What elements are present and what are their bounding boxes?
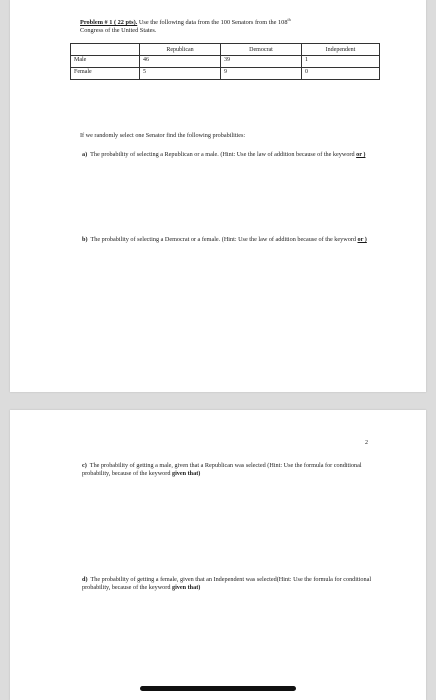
document-page-2 [10,410,426,700]
page-number: 2 [365,440,368,446]
table-header-row [71,44,380,56]
table-header-cell: Democrat [221,44,302,56]
table-cell: 5 [140,68,221,80]
question-label: a) [82,151,88,158]
header-text-continued: Congress of the United States. [80,27,157,35]
question-b [82,236,382,244]
header-superscript: th [287,17,291,22]
question-keyword: given that) [171,584,201,591]
question-label: b) [82,236,88,243]
table-header-cell: Independent [302,44,380,56]
question-text: The probability of selecting a Republican or a male. (Hint: Use the law of addition because of the keyword [90,151,357,158]
question-d [82,576,382,592]
header-text: Use the following data from the 100 Senators from the 108 [137,19,288,27]
senators-table [70,43,380,80]
question-keyword: given that) [171,470,201,477]
problem-header [80,16,291,35]
table-header-cell: Republican [140,44,221,56]
document-page-1 [10,0,426,392]
home-indicator[interactable] [140,686,296,691]
intro-text: If we randomly select one Senator find the following probabilities: [80,132,246,139]
row-label: Female [71,68,140,80]
table-cell: 0 [302,68,380,80]
question-label: d) [82,576,88,583]
table-row [71,56,380,68]
table-row [71,68,380,80]
question-a [82,151,382,159]
table-cell: 1 [302,56,380,68]
question-keyword: or ) [356,151,366,158]
question-text: The probability of getting a female, given that an Independent was selected(Hint: Use the formula for conditional probability, because of the keyword [82,576,372,591]
question-text: The probability of selecting a Democrat or a female. (Hint: Use the law of addition because of the keyword [90,236,358,243]
question-keyword: or ) [357,236,367,243]
table-cell: 9 [221,68,302,80]
table-header-cell [71,44,140,56]
table-cell: 39 [221,56,302,68]
question-label: c) [82,462,87,469]
question-text: The probability of getting a male, given that a Republican was selected (Hint: Use the formula for conditional probability, because of the keyword [82,462,362,477]
problem-label: Problem # 1 ( 22 pts). [80,19,138,27]
table-cell: 46 [140,56,221,68]
row-label: Male [71,56,140,68]
question-c [82,462,382,478]
